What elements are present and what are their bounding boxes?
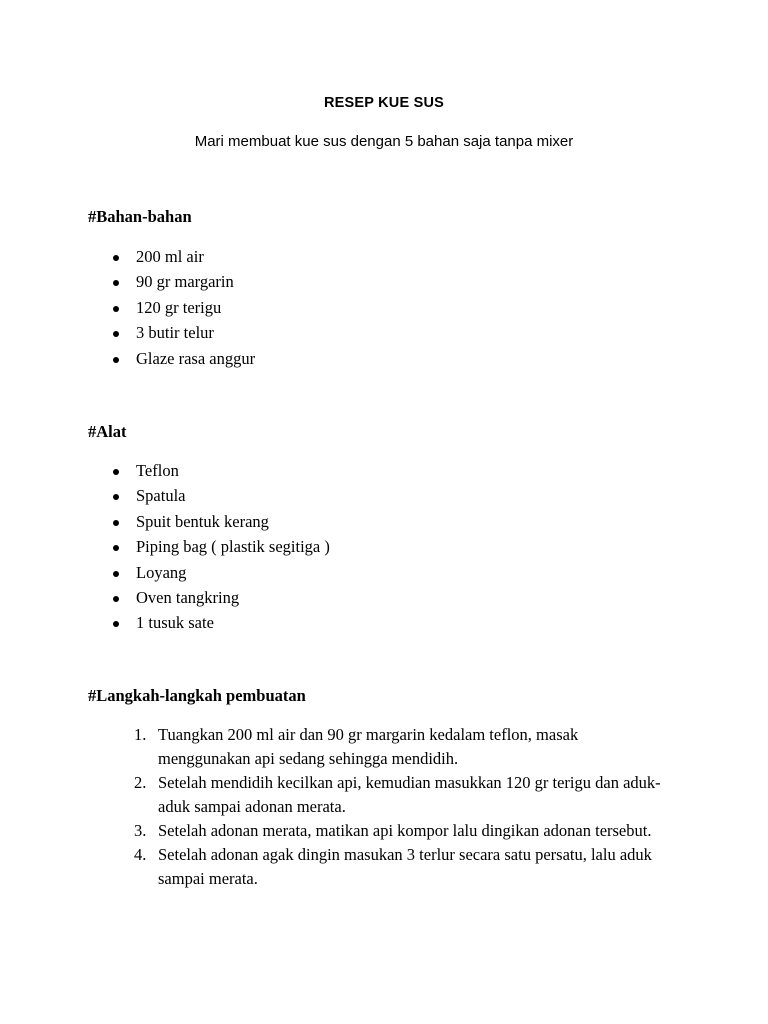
bullet-icon bbox=[113, 494, 119, 500]
bullet-icon bbox=[113, 357, 119, 363]
list-item-text: Teflon bbox=[136, 461, 179, 480]
list-bahan bbox=[88, 244, 255, 371]
bullet-icon bbox=[113, 469, 119, 475]
list-item bbox=[88, 560, 330, 585]
list-alat bbox=[88, 458, 330, 636]
bullet-icon bbox=[113, 571, 119, 577]
step-item bbox=[88, 771, 668, 819]
heading-bahan: #Bahan-bahan bbox=[88, 207, 192, 226]
list-item bbox=[88, 295, 255, 320]
list-item-text: Oven tangkring bbox=[136, 587, 240, 607]
list-item-text: 120 gr terigu bbox=[136, 297, 222, 317]
list-item bbox=[88, 346, 255, 371]
list-item-text: Loyang bbox=[136, 562, 187, 582]
step-item bbox=[88, 723, 668, 771]
list-item-text: 200 ml air bbox=[136, 247, 204, 266]
list-item bbox=[88, 458, 330, 483]
list-item bbox=[88, 509, 330, 534]
list-item bbox=[88, 269, 255, 294]
step-item bbox=[88, 843, 668, 891]
heading-langkah: #Langkah-langkah pembuatan bbox=[88, 686, 306, 705]
list-item bbox=[88, 585, 330, 610]
list-langkah bbox=[88, 723, 668, 891]
step-number: 1. bbox=[134, 725, 147, 744]
step-text: Tuangkan 200 ml air dan 90 gr margarin kedalam teflon, masak menggunakan api sedang sehingga mendidih. bbox=[158, 725, 579, 768]
bullet-icon bbox=[113, 520, 119, 526]
list-item bbox=[88, 483, 330, 508]
bullet-icon bbox=[113, 621, 119, 627]
bullet-icon bbox=[113, 331, 119, 337]
list-item-text: 90 gr margarin bbox=[136, 272, 234, 292]
bullet-icon bbox=[113, 596, 119, 602]
list-item-text: Spatula bbox=[136, 486, 186, 506]
document-title: RESEP KUE SUS bbox=[324, 95, 444, 111]
bullet-icon bbox=[113, 545, 119, 551]
list-item bbox=[88, 320, 255, 345]
list-item-text: Piping bag ( plastik segitiga ) bbox=[136, 537, 330, 557]
step-text: Setelah mendidih kecilkan api, kemudian masukkan 120 gr terigu dan aduk-aduk sampai adonan merata. bbox=[158, 773, 661, 816]
step-number: 2. bbox=[134, 773, 147, 792]
step-number: 3. bbox=[134, 821, 147, 840]
step-text: Setelah adonan agak dingin masukan 3 terlur secara satu persatu, lalu aduk sampai merata. bbox=[158, 845, 652, 888]
list-item bbox=[88, 610, 330, 635]
list-item-text: 3 butir telur bbox=[136, 323, 214, 343]
step-text: Setelah adonan merata, matikan api kompor lalu dingikan adonan tersebut. bbox=[158, 821, 652, 840]
list-item-text: Glaze rasa anggur bbox=[136, 348, 256, 368]
bullet-icon bbox=[113, 306, 119, 312]
bullet-icon bbox=[113, 280, 119, 286]
step-number: 4. bbox=[134, 845, 147, 864]
bullet-icon bbox=[113, 255, 119, 261]
heading-alat: #Alat bbox=[88, 422, 127, 441]
list-item-text: 1 tusuk sate bbox=[136, 613, 214, 633]
list-item bbox=[88, 244, 255, 269]
list-item bbox=[88, 534, 330, 559]
list-item-text: Spuit bentuk kerang bbox=[136, 511, 269, 531]
document-subtitle: Mari membuat kue sus dengan 5 bahan saja tanpa mixer bbox=[194, 133, 574, 150]
step-item bbox=[88, 819, 668, 843]
